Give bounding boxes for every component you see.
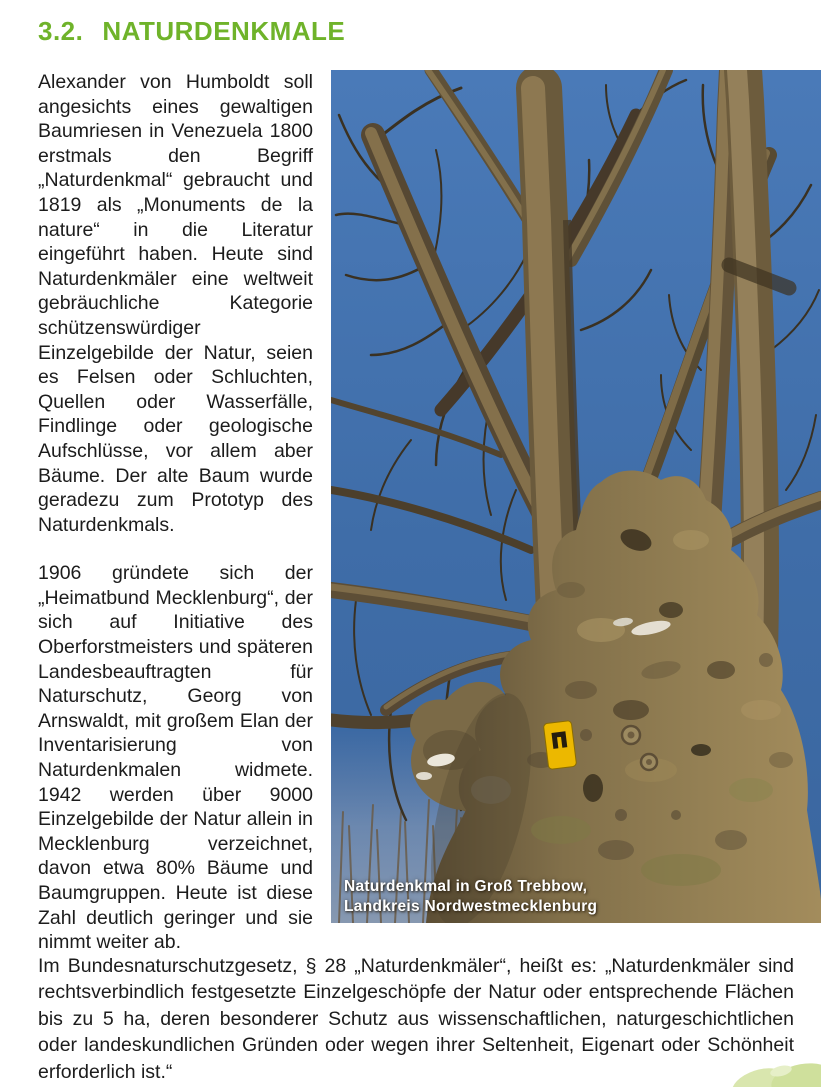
leaf-decoration [725, 1039, 821, 1087]
photo-caption-line1: Naturdenkmal in Groß Trebbow, [344, 878, 588, 895]
section-title: NATURDENKMALE [102, 16, 346, 46]
paragraph-heimatbund: 1906 gründete sich der „Heimatbund Mecklenburg“, der sich auf Initiative des Oberforstmeisters und späteren Landesbeauftragten für Naturschutz, Georg von Arnswaldt, mit großem Elan der Inventarisierung von Naturdenkmalen widmete. 1942 werden über 9000 Einzelgebilde der Natur allein in Mecklenburg verzeichnet, davon etwa 80% Bäume und Baumgruppen. Heute ist diese Zahl deutlich geringer und sie nimmt weiter ab. [38, 562, 313, 954]
section-number: 3.2. [38, 16, 84, 46]
tree-photo [331, 70, 821, 923]
paragraph-humboldt: Alexander von Humboldt soll angesichts eines gewaltigen Baumriesen in Venezuela 1800 erstmals den Begriff „Naturdenkmal“ gebraucht und 1819 als „Monuments de la nature“ in die Literatur eingeführt haben. Heute sind Naturdenkmäler eine weltweit gebräuchliche Kategorie schützenswürdiger Einzelgebilde der Natur, seien es Felsen oder Schluchten, Quellen oder Wasserfälle, Findlinge oder geologische Aufschlüsse, vor allem aber Bäume. Der alte Baum wurde geradezu zum Prototyp des Naturdenkmals. [38, 71, 313, 536]
photo-caption [344, 877, 597, 917]
tree-photo-illustration [331, 70, 821, 923]
section-heading [38, 17, 345, 46]
photo-caption-line2: Landkreis Nordwestmecklenburg [344, 898, 598, 915]
paragraph-gesetz: Im Bundesnaturschutzgesetz, § 28 „Naturdenkmäler“, heißt es: „Naturdenkmäler sind rechtsverbindlich festgesetzte Einzelgeschöpfe der Natur oder entsprechende Flächen bis zu 5 ha, deren besonderer Schutz aus wissenschaftlichen, naturgeschichtlichen oder landeskundlichen Gründen oder wegen ihrer Seltenheit, Eigenart oder Schönheit erforderlich ist.“ [38, 955, 794, 1083]
left-text-column [38, 70, 313, 955]
